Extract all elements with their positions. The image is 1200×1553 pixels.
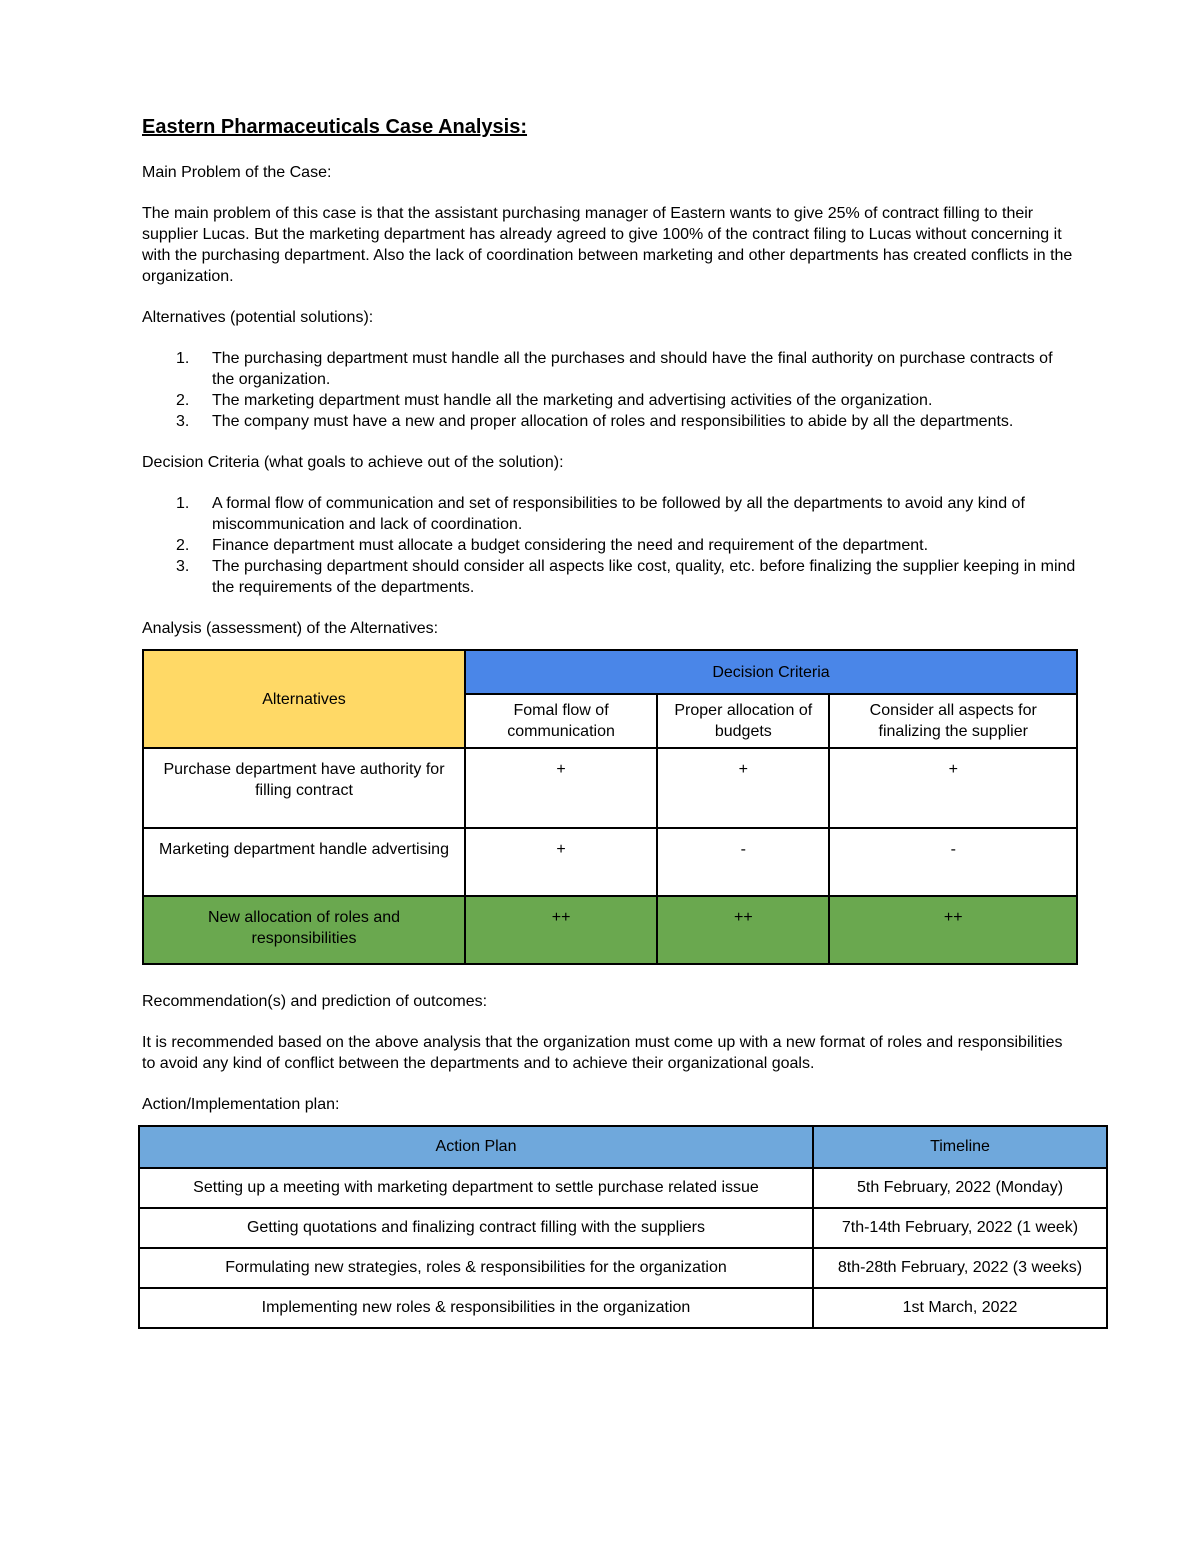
document-page: [142, 114, 1083, 1329]
table-row: [139, 1288, 1107, 1328]
timeline-cell: 1st March, 2022: [813, 1288, 1107, 1328]
criteria-header: Decision Criteria: [465, 650, 1077, 694]
timeline-cell: 8th-28th February, 2022 (3 weeks): [813, 1248, 1107, 1288]
rating-cell: +: [829, 748, 1077, 828]
rating-cell: +: [465, 828, 657, 896]
criteria-col-header: Consider all aspects for finalizing the supplier: [829, 694, 1077, 748]
list-item: 2. Finance department must allocate a budget considering the need and requirement of the department.: [176, 537, 929, 554]
criteria-col-header: Fomal flow of communication: [465, 694, 657, 748]
rating-cell: ++: [657, 896, 829, 964]
table-row: [139, 1248, 1107, 1288]
alternatives-heading: Alternatives (potential solutions):: [142, 309, 374, 326]
alternative-label: Marketing department handle advertising: [143, 828, 465, 896]
main-problem-text: The main problem of this case is that the assistant purchasing manager of Eastern wants to give 25% of contract filling to their supplier Lucas. But the marketing department has already agreed to give 100% of the contract filing to Lucas without concerning it with the purchasing department. Also the lack of coordination between marketing and other departments has created conflicts in the organization.: [142, 205, 1073, 285]
main-problem-heading: Main Problem of the Case:: [142, 164, 332, 181]
recommendation-text: It is recommended based on the above analysis that the organization must come up with a new format of roles and responsibilities to avoid any kind of conflict between the departments and to achieve their organizational goals.: [142, 1034, 1063, 1072]
table-row: [143, 748, 1077, 828]
timeline-cell: 5th February, 2022 (Monday): [813, 1168, 1107, 1208]
list-item: 1. A formal flow of communication and set of responsibilities to be followed by all the departments to avoid any kind of miscommunication and lack of coordination.: [176, 495, 1025, 533]
alternative-label: New allocation of roles and responsibilities: [143, 896, 465, 964]
action-plan-table: [138, 1125, 1108, 1329]
criteria-heading: Decision Criteria (what goals to achieve out of the solution):: [142, 454, 564, 471]
table-row: [139, 1168, 1107, 1208]
analysis-heading: Analysis (assessment) of the Alternatives:: [142, 620, 439, 637]
list-item: 3. The purchasing department should consider all aspects like cost, quality, etc. before finalizing the supplier keeping in mind the requirements of the departments.: [176, 558, 1076, 596]
alternatives-list: [142, 348, 1077, 432]
rating-cell: +: [657, 748, 829, 828]
rating-cell: ++: [829, 896, 1077, 964]
rating-cell: -: [829, 828, 1077, 896]
document-title: Eastern Pharmaceuticals Case Analysis:: [142, 116, 528, 138]
action-cell: Getting quotations and finalizing contract filling with the suppliers: [139, 1208, 813, 1248]
rating-cell: ++: [465, 896, 657, 964]
table-row: [143, 828, 1077, 896]
rating-cell: -: [657, 828, 829, 896]
table-row: [139, 1208, 1107, 1248]
list-item: 2. The marketing department must handle all the marketing and advertising activities of the organization.: [176, 392, 933, 409]
action-cell: Formulating new strategies, roles & responsibilities for the organization: [139, 1248, 813, 1288]
alternative-label: Purchase department have authority for filling contract: [143, 748, 465, 828]
analysis-table: [142, 649, 1078, 965]
list-item: 1. The purchasing department must handle all the purchases and should have the final authority on purchase contracts of the organization.: [176, 350, 1053, 388]
list-item: 3. The company must have a new and proper allocation of roles and responsibilities to abide by all the departments.: [176, 413, 1014, 430]
action-cell: Implementing new roles & responsibilities in the organization: [139, 1288, 813, 1328]
action-plan-header: Action Plan: [139, 1126, 813, 1168]
criteria-col-header: Proper allocation of budgets: [657, 694, 829, 748]
timeline-header: Timeline: [813, 1126, 1107, 1168]
table-row-highlighted: [143, 896, 1077, 964]
rating-cell: +: [465, 748, 657, 828]
plan-heading: Action/Implementation plan:: [142, 1096, 340, 1113]
timeline-cell: 7th-14th February, 2022 (1 week): [813, 1208, 1107, 1248]
recommendation-heading: Recommendation(s) and prediction of outcomes:: [142, 993, 488, 1010]
action-cell: Setting up a meeting with marketing department to settle purchase related issue: [139, 1168, 813, 1208]
criteria-list: [142, 493, 1077, 598]
alternatives-header: Alternatives: [143, 650, 465, 748]
